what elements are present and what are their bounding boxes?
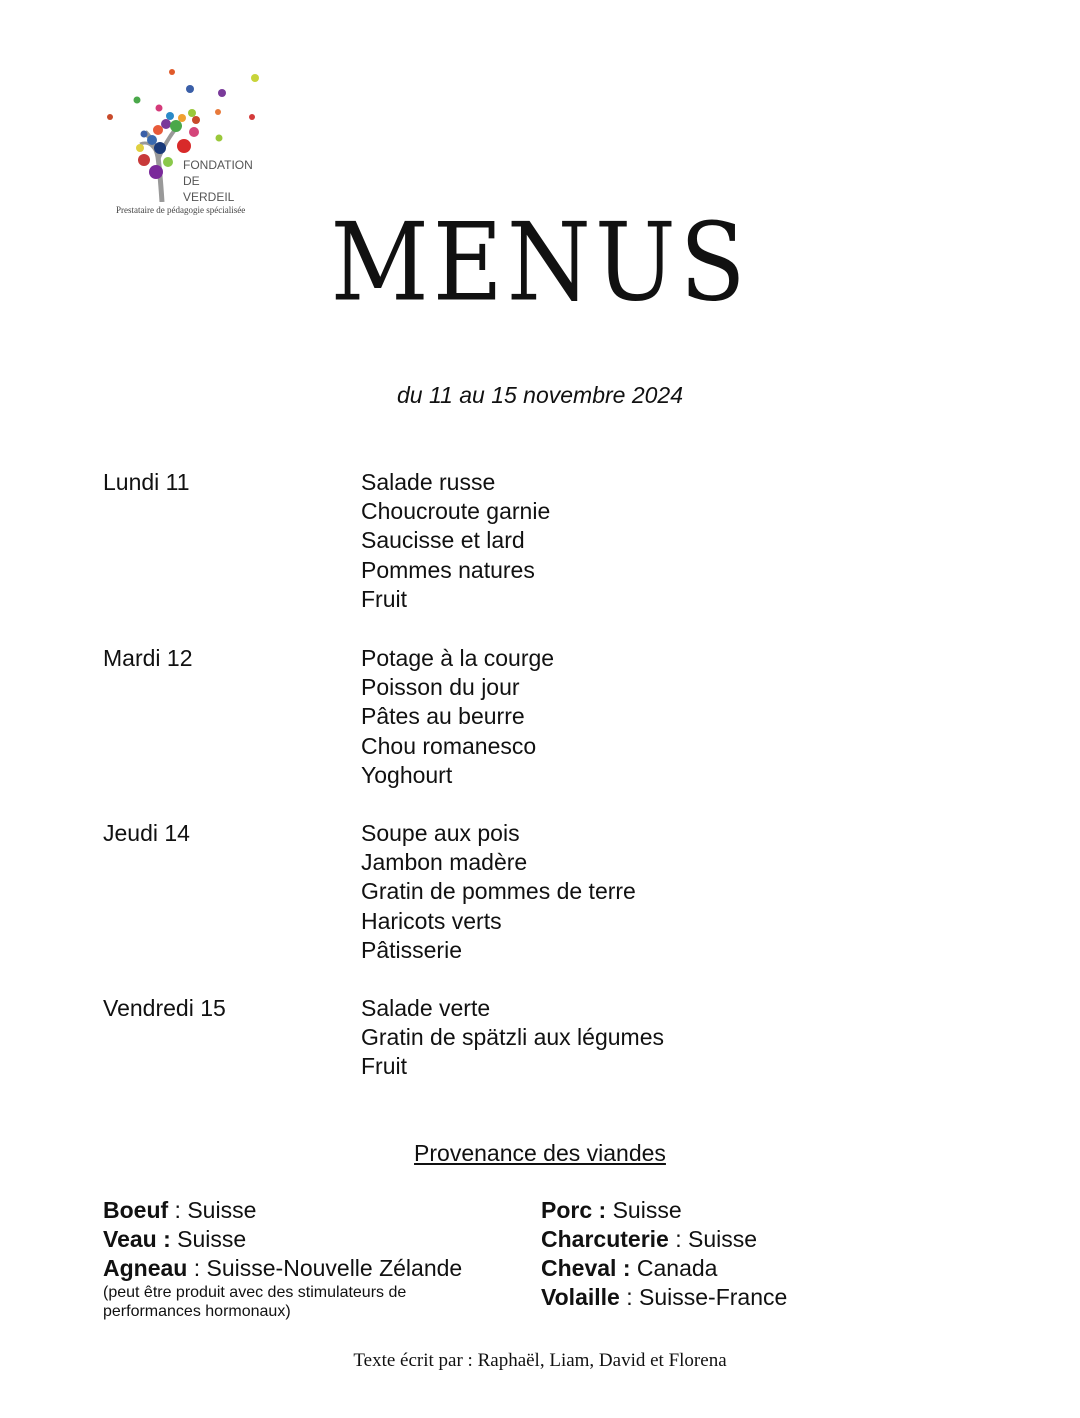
menu-item: Poisson du jour <box>361 674 520 701</box>
meat-name: Agneau <box>103 1255 188 1281</box>
menu-item: Haricots verts <box>361 907 502 934</box>
provenance-row <box>541 1225 787 1254</box>
menu-item: Salade verte <box>361 995 491 1021</box>
day-label-mardi: Mardi 12 <box>103 645 193 671</box>
menu-item: Pommes natures <box>361 556 535 583</box>
date-range: du 11 au 15 novembre 2024 <box>396 382 684 408</box>
provenance-row <box>103 1196 473 1225</box>
authors-footer: Texte écrit par : Raphaël, Liam, David et Florena <box>353 1350 727 1371</box>
page-title: MENUS <box>330 200 750 326</box>
provenance-row <box>103 1254 473 1283</box>
menu-item: Saucisse et lard <box>361 527 525 554</box>
meat-name: Boeuf <box>103 1197 169 1223</box>
menu-item: Jambon madère <box>361 849 528 876</box>
menu-item: Fruit <box>361 1053 407 1080</box>
day-label-lundi: Lundi 11 <box>103 469 190 495</box>
provenance-heading <box>0 1140 1080 1167</box>
separator: : <box>187 1255 207 1281</box>
separator: : <box>168 1197 188 1223</box>
meat-origin: Suisse <box>187 1197 257 1223</box>
menu-item: Yoghourt <box>361 761 453 788</box>
provenance-row <box>541 1283 787 1312</box>
menu-item: Salade russe <box>361 469 496 495</box>
menu-item: Pâtisserie <box>361 936 462 963</box>
menu-list-mardi <box>361 644 554 790</box>
menu-item: Pâtes au beurre <box>361 703 525 730</box>
menu-item: Potage à la courge <box>361 645 555 671</box>
meat-name: Veau : <box>103 1226 171 1252</box>
meat-origin: Suisse-France <box>639 1284 788 1310</box>
provenance-heading-text: Provenance des viandes <box>414 1140 666 1166</box>
hormone-note: (peut être produit avec des stimulateurs de performances hormonaux) <box>103 1284 407 1320</box>
separator: : <box>619 1284 639 1310</box>
separator: : <box>668 1226 688 1252</box>
provenance-right-column <box>541 1196 787 1312</box>
logo-tagline: Prestataire de pédagogie spécialisée <box>116 205 246 215</box>
menu-list-jeudi <box>361 819 636 965</box>
fondation-logo <box>100 62 270 222</box>
day-label-vendredi: Vendredi 15 <box>103 995 226 1021</box>
meat-name: Cheval : <box>541 1255 631 1281</box>
logo-name-line-2: DE <box>183 174 200 188</box>
meat-origin: Suisse-Nouvelle Zélande <box>206 1255 463 1281</box>
menu-item: Gratin de pommes de terre <box>361 878 636 905</box>
provenance-row <box>103 1225 473 1254</box>
provenance-row <box>541 1254 787 1283</box>
menu-item: Choucroute garnie <box>361 498 551 525</box>
provenance-row <box>541 1196 787 1225</box>
provenance-left-column <box>103 1196 473 1321</box>
logo-name-line-3: VERDEIL <box>183 190 235 204</box>
menu-item: Soupe aux pois <box>361 820 520 846</box>
meat-name: Charcuterie <box>541 1226 669 1252</box>
meat-origin: Suisse <box>688 1226 758 1252</box>
meat-name: Porc : <box>541 1197 607 1223</box>
meat-origin: Canada <box>636 1255 718 1281</box>
meat-origin: Suisse <box>177 1226 247 1252</box>
meat-name: Volaille <box>541 1284 620 1310</box>
menu-item: Chou romanesco <box>361 732 537 759</box>
meat-origin: Suisse <box>612 1197 682 1223</box>
day-label-jeudi: Jeudi 14 <box>103 820 190 846</box>
logo-name-line-1: FONDATION <box>183 158 253 172</box>
menu-item: Fruit <box>361 585 407 612</box>
menu-list-vendredi <box>361 994 664 1082</box>
menu-list-lundi <box>361 468 550 614</box>
menu-item: Gratin de spätzli aux légumes <box>361 1024 664 1051</box>
